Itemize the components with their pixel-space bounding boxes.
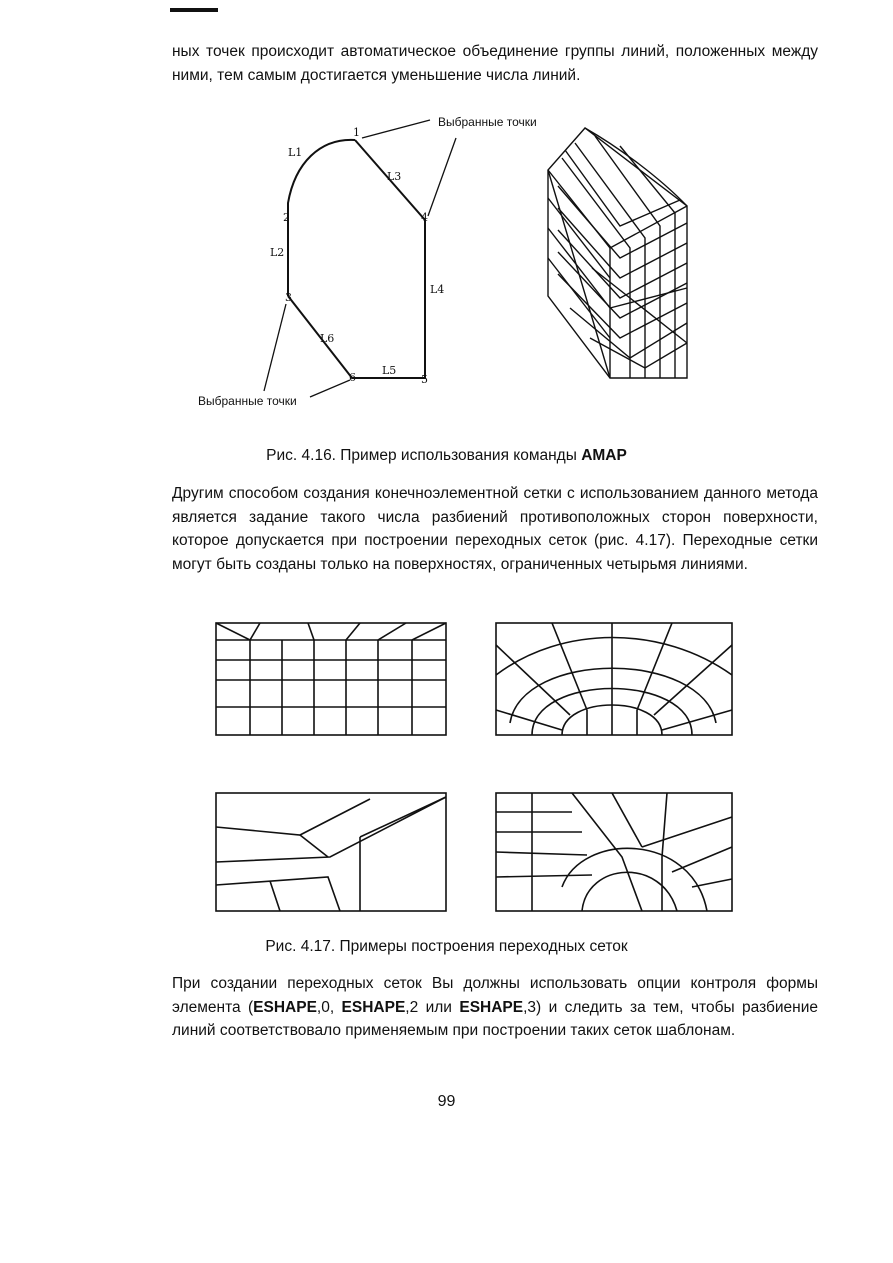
scan-mark (170, 8, 218, 12)
mesh-panel-4 (496, 793, 732, 911)
amap-outline (288, 140, 425, 378)
figure-4-16-caption-prefix: Рис. 4.16. Пример использования команды (266, 447, 582, 464)
point-label-1: 1 (353, 126, 360, 139)
line-label-l2: L2 (270, 246, 285, 259)
line-label-l3: L3 (387, 170, 402, 183)
line-label-l6: L6 (320, 332, 335, 345)
line-label-l1: L1 (288, 146, 303, 159)
paragraph-3 (172, 972, 818, 1043)
line-label-l5: L5 (382, 364, 397, 377)
paragraph-2 (172, 482, 818, 576)
mesh-panel-1 (216, 623, 446, 735)
paragraph-3-eshape-1: ESHAPE (253, 998, 317, 1016)
paragraph-3-text-c2: ,2 или (405, 998, 460, 1016)
paragraph-3-eshape-2: ESHAPE (341, 998, 406, 1016)
label-selected-bottom: Выбранные точки (198, 394, 297, 408)
figure-4-17 (210, 615, 740, 915)
paragraph-1-text: ных точек происходит автоматическое объединение группы линий, положенных между ними, тем самым достигается уменьшение числа линий. (172, 43, 818, 84)
point-label-2: 2 (283, 211, 290, 224)
figure-4-17-caption-text: Рис. 4.17. Примеры построения переходных сеток (265, 938, 628, 955)
figure-4-16-caption-bold: AMAP (581, 447, 627, 464)
paragraph-3-eshape-3: ESHAPE (459, 998, 524, 1016)
line-label-l4: L4 (430, 283, 445, 296)
paragraph-3-text-a: При создании переходных сеток Вы должны использовать опции контроля формы элемента ( (172, 975, 818, 1016)
point-label-6: 6 (349, 371, 356, 384)
point-label-4: 4 (421, 211, 428, 224)
mesh-panel-2 (496, 623, 732, 735)
paragraph-1 (172, 40, 818, 87)
point-label-3: 3 (285, 291, 292, 304)
page-number: 99 (437, 1093, 456, 1110)
label-selected-top: Выбранные точки (438, 115, 537, 129)
paragraph-3-text-c1: ,0, (316, 998, 342, 1016)
pointer-lines (264, 120, 456, 397)
paragraph-2-text: Другим способом создания конечноэлементной сетки с использованием данного метода является задание такого числа разбиений противоположных сторон поверхности, которое допускается при построении переходных сеток (рис. 4.17). Переходные сетки могут быть созданы только на поверхностях, ограниченных четырьмя линиями. (172, 485, 818, 573)
point-label-5: 5 (421, 373, 428, 386)
figure-4-17-caption (0, 938, 893, 956)
figure-4-16 (190, 108, 710, 418)
paragraph-3-text-c3: ,3) и следить за тем, чтобы разбиение линий соответствовало применяемым при построении таких сеток шаблонам. (172, 998, 818, 1039)
figure-4-16-caption (0, 447, 893, 465)
mesh-3d (548, 128, 687, 378)
mesh-panel-3 (216, 793, 446, 911)
